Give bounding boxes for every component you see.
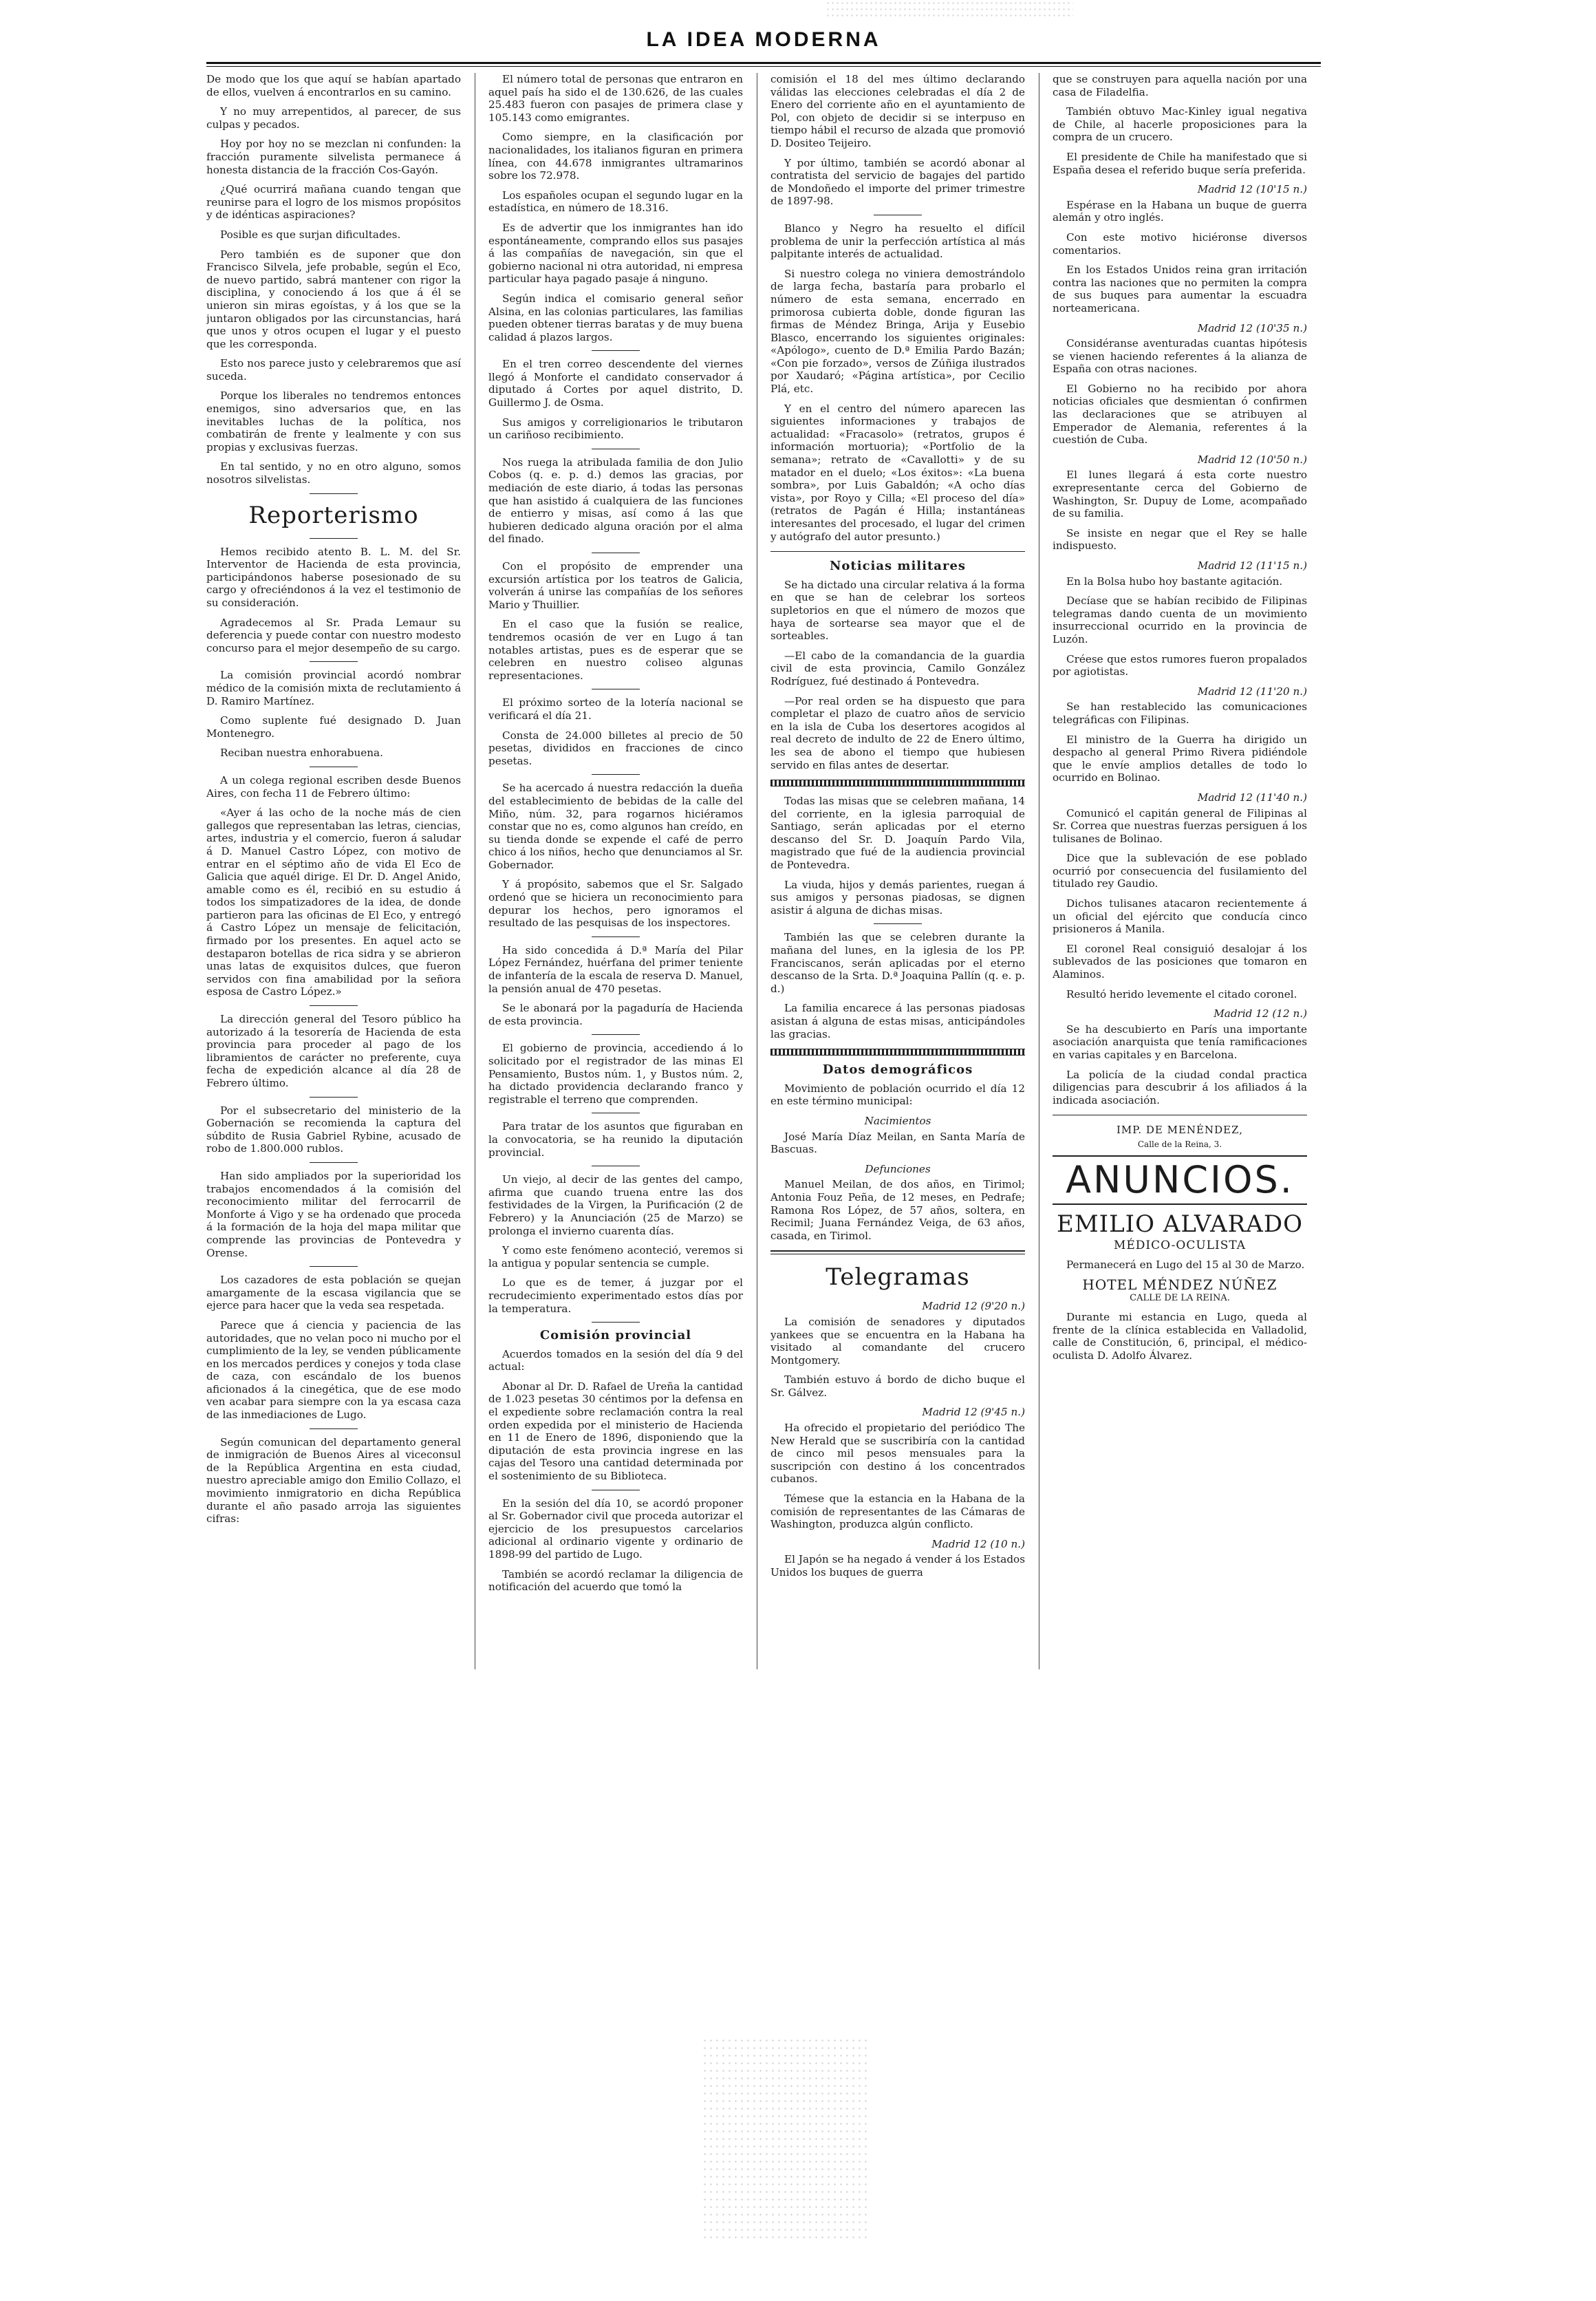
paragraph: El coronel Real consiguió desalojar á los sublevados de las posiciones que tomaron en Alaminos.: [1053, 942, 1307, 981]
separator: [592, 1322, 640, 1323]
section-title-reporterismo: Reporterismo: [248, 501, 419, 529]
paragraph: Durante mi estancia en Lugo, queda al frente de la clínica establecida en Valladolid, calle de Constitución, 6, principal, el médico-oculista D. Adolfo Álvarez.: [1053, 1310, 1307, 1362]
paragraph: ¿Qué ocurrirá mañana cuando tengan que reunirse para el logro de los mismos propósitos y de idénticas aspiraciones?: [206, 183, 461, 222]
paragraph: Nos ruega la atribulada familia de don Julio Cobos (q. e. p. d.) demos las gracias, por mediación de este diario, á todas las personas que han asistido á cualquiera de las funciones de entierro y misas, así como á las que hubieren dedicado alguna oración por el alma del finado.: [488, 456, 743, 546]
paragraph: También las que se celebren durante la mañana del lunes, en la iglesia de los PP. Franciscanos, serán aplicadas por el eterno descanso de la Srta. D.ª Joaquina Pallín (q. e. p. d.): [770, 931, 1025, 995]
paragraph: Y por último, también se acordó abonar al contratista del servicio de bagajes del partido de Mondoñedo el importe del primer trimestre de 1897-98.: [770, 156, 1025, 208]
paragraph: El ministro de la Guerra ha dirigido un despacho al general Primo Rivera pidiéndole que le envíe amplios detalles de todo lo ocurrido en Bolinao.: [1053, 733, 1307, 784]
masthead-title: LA IDEA MODERNA: [646, 28, 881, 51]
telegram-dateline: Madrid 12 (10 n.): [931, 1537, 1025, 1550]
section-title-telegramas: Telegramas: [826, 1263, 970, 1292]
paragraph: Créese que estos rumores fueron propalados por agiotistas.: [1053, 652, 1307, 678]
paragraph: Los cazadores de esta población se quejan amargamente de la escasa vigilancia que se ejerce para hacer que la veda sea respetada.: [206, 1274, 461, 1312]
paragraph: comisión el 18 del mes último declarando válidas las elecciones celebradas el día 2 de Enero del corriente año en el ayuntamiento de Pol, con objeto de decidir si se interpuso en tiempo hábil el recurso de alzada que promovió D. Dositeo Teijeiro.: [770, 73, 1025, 149]
column-4: [1053, 73, 1307, 1711]
paragraph: Espérase en la Habana un buque de guerra alemán y otro inglés.: [1053, 198, 1307, 224]
paragraph: Se ha dictado una circular relativa á la forma en que se han de celebrar los sorteos supletorios en que el número de mozos que haya de sortearse sea mayor que el de sorteables.: [770, 578, 1025, 643]
ornamental-rule: [770, 1049, 1025, 1056]
telegram-dateline: Madrid 12 (10'15 n.): [1197, 183, 1307, 196]
subheading-nacimientos: Nacimientos: [864, 1114, 931, 1127]
paragraph: A un colega regional escriben desde Buenos Aires, con fecha 11 de Febrero último:: [206, 773, 461, 800]
separator: [592, 1034, 640, 1035]
separator: [592, 350, 640, 351]
section-title-comision-provincial: Comisión provincial: [539, 1328, 692, 1343]
paragraph: Se ha acercado á nuestra redacción la dueña del establecimiento de bebidas de la calle del Miño, núm. 32, para rogarnos hiciéramos constar que no es, como algunos han creído, en su tienda donde se expende el café de perro chico á los niños, hecho que denunciamos al Sr. Gobernador.: [488, 782, 743, 871]
paragraph: El Japón se ha negado á vender á los Estados Unidos los buques de guerra: [770, 1553, 1025, 1578]
paragraph: «Ayer á las ocho de la noche más de cien gallegos que representaban las letras, ciencias, artes, industria y el comercio, fueron á saludar á D. Manuel Castro López, con motivo de entrar en el séptimo año de vida El Eco de Galicia que aquél dirige. El Dr. D. Angel Anido, amable como es él, recibió en su estudio á todos los simpatizadores de la idea, de donde partieron para las oficinas de El Eco, y entregó á Castro López un mensaje de felicitación, firmado por los presentes. En aquel acto se destaparon botellas de rica sidra y se abrieron unas latas de exquisitos dulces, que fueron servidos con fina amabilidad por la señora esposa de Castro López.»: [206, 806, 461, 998]
separator: [310, 661, 358, 662]
paragraph: Como siempre, en la clasificación por nacionalidades, los italianos figuran en primera línea, con 44.678 inmigrantes ultramarinos sobre los 72.978.: [488, 131, 743, 182]
separator: [310, 1097, 358, 1098]
print-speckle-top: [826, 0, 1073, 19]
paragraph: De modo que los que aquí se habían apartado de ellos, vuelven á encontrarlos en su camino.: [206, 73, 461, 98]
ad-doctor-name: EMILIO ALVARADO: [1057, 1210, 1303, 1238]
paragraph: También se acordó reclamar la diligencia de notificación del acuerdo que tomó la: [488, 1567, 743, 1594]
paragraph: Comunicó el capitán general de Filipinas al Sr. Correa que nuestras fuerzas persiguen á los tulisanes de Bolinao.: [1053, 806, 1307, 845]
paragraph: La comisión de senadores y diputados yankees que se encuentra en la Habana ha visitado al comandante del crucero Montgomery.: [770, 1315, 1025, 1367]
separator: [310, 1162, 358, 1163]
separator: [770, 551, 1025, 552]
paragraph: Todas las misas que se celebren mañana, 14 del corriente, en la iglesia parroquial de Santiago, serán aplicadas por el eterno descanso del Sr. D. Joaquín Pardo Vila, magistrado que fué de la audiencia provincial de Pontevedra.: [770, 795, 1025, 872]
paragraph: Ha ofrecido el propietario del periódico The New Herald que se suscribiría con la cantidad de cinco mil pesos mensuales para la suscripción con destino á los concentrados cubanos.: [770, 1422, 1025, 1486]
paragraph: Y en el centro del número aparecen las siguientes informaciones y trabajos de actualidad: «Fracasolo» (retratos, grupos é información mortuoria); «Portfolio de la semana»; retrato de «Cavallotti» y de su matador en el duelo; «Los éxitos»: «La buena sombra», por Luis Gabaldón; «A ocho días vista», por Royo y Cilla; «El proceso del día» (retratos de Pagán é Hilla; instantáneas interesantes del procesado, el lugar del crimen y autógrafo del autor presunto.): [770, 402, 1025, 543]
separator: [310, 1266, 358, 1267]
column-2: [488, 73, 743, 1711]
paragraph: Un viejo, al decir de las gentes del campo, afirma que cuando truena entre las dos festividades de la Virgen, la Purificación (2 de Febrero) y la Anunciación (25 de Marzo) se prolonga el invierno cuarenta días.: [488, 1173, 743, 1237]
paragraph: Por el subsecretario del ministerio de la Gobernación se recomienda la captura del súbdito de Rusia Gabriel Rybine, acusado de robo de 1.800.000 rublos.: [206, 1104, 461, 1155]
paragraph: Los españoles ocupan el segundo lugar en la estadística, en número de 18.316.: [488, 189, 743, 215]
ad-profession: MÉDICO-OCULISTA: [1113, 1238, 1247, 1252]
paragraph: El número total de personas que entraron en aquel país ha sido el de 130.626, de las cuales 25.483 fueron con pasajes de primera clase y 105.143 como emigrantes.: [488, 73, 743, 124]
paragraph: Hemos recibido atento B. L. M. del Sr. Interventor de Hacienda de esta provincia, participándonos haberse posesionado de su cargo y ofreciéndonos á la vez el testimonio de su consideración.: [206, 545, 461, 609]
paragraph: En el tren correo descendente del viernes llegó á Monforte el candidato conservador á diputado á Cortes por aquel distrito, D. Guillermo J. de Osma.: [488, 358, 743, 409]
paragraph: José María Díaz Meilan, en Santa María de Bascuas.: [770, 1130, 1025, 1156]
separator: [310, 538, 358, 539]
paragraph: Acuerdos tomados en la sesión del día 9 del actual:: [488, 1347, 743, 1373]
paragraph: La policía de la ciudad condal practica diligencias para descubrir á los afiliados á la indicada asociación.: [1053, 1068, 1307, 1106]
paragraph: Según indica el comisario general señor Alsina, en las colonias particulares, las familias pueden obtener tierras baratas y de muy buena calidad á plazos largos.: [488, 292, 743, 343]
telegram-dateline: Madrid 12 (11'40 n.): [1197, 791, 1307, 804]
paragraph: En tal sentido, y no en otro alguno, somos nosotros silvelistas.: [206, 460, 461, 486]
newspaper-page: [206, 21, 1321, 1741]
paragraph: Lo que es de temer, á juzgar por el recrudecimiento experimentado estos días por la temperatura.: [488, 1276, 743, 1315]
paragraph: Dichos tulisanes atacaron recientemente á un oficial del ejército que conducía cinco prisioneros á Manila.: [1053, 897, 1307, 936]
paragraph: En la sesión del día 10, se acordó proponer al Sr. Gobernador civil que proceda autorizar el ejercicio de los presupuestos carcelarios adicional al ordinario vigente y ordinario de 1898-99 del partido de Lugo.: [488, 1497, 743, 1561]
paragraph: Esto nos parece justo y celebraremos que así suceda.: [206, 357, 461, 383]
telegram-dateline: Madrid 12 (11'20 n.): [1197, 685, 1307, 698]
paragraph: Se ha descubierto en París una importante asociación anarquista que tenía ramificaciones en varias capitales y en Barcelona.: [1053, 1023, 1307, 1061]
paragraph: Como suplente fué designado D. Juan Montenegro.: [206, 714, 461, 740]
ornamental-rule: [770, 780, 1025, 786]
column-3: [770, 73, 1025, 1711]
separator: [310, 1005, 358, 1006]
imprint-printer: IMP. DE MENÉNDEZ,: [1116, 1124, 1244, 1137]
paragraph: Posible es que surjan dificultades.: [220, 228, 401, 241]
paragraph: Porque los liberales no tendremos entonces enemigos, sino adversarios que, en las inevitables luchas de la política, nos combatirán de frente y lealmente y con sus propias y exclusivas fuerzas.: [206, 389, 461, 453]
paragraph: Dice que la sublevación de ese poblado ocurrió por consecuencia del fusilamiento del titulado rey Gaudio.: [1053, 852, 1307, 890]
paragraph: Pero también es de suponer que don Francisco Silvela, jefe probable, según el Eco, de nuevo partido, sabrá mantener con rigor la disciplina, y conociendo á los que á él se unieron sin miras egoístas, y á los que se la juntaron obligados por las circunstancias, hará que unos y otros ocupen el lugar y el puesto que les corresponda.: [206, 248, 461, 350]
paragraph: Manuel Meilan, de dos años, en Tirimol; Antonia Fouz Peña, de 12 meses, en Pedrafe; Ramona Ros López, de 57 años, soltera, en Recimil; Juana Fernández Veiga, de 63 años, casada, en Tirimol.: [770, 1178, 1025, 1242]
paragraph: En el caso que la fusión se realice, tendremos ocasión de ver en Lugo á tan notables artistas, pues es de esperar que se celebren en nuestro coliseo algunas representaciones.: [488, 618, 743, 682]
paragraph: Hoy por hoy no se mezclan ni confunden: la fracción puramente silvelista permanece á honesta distancia de la fracción Cos-Gayón.: [206, 138, 461, 176]
paragraph: El gobierno de provincia, accediendo á lo solicitado por el registrador de las minas El Pensamiento, Bustos núm. 1, y Bustos núm. 2, ha dictado providencia declarando franco y registrable el terreno que comprenden.: [488, 1042, 743, 1106]
paragraph: Ha sido concedida á D.ª María del Pilar López Fernández, huérfana del primer teniente de infantería de la escala de reserva D. Manuel, la pensión anual de 470 pesetas.: [488, 943, 743, 995]
paragraph: Decíase que se habían recibido de Filipinas telegramas dando cuenta de un movimiento insurreccional ocurrido en la provincia de Luzón.: [1053, 595, 1307, 645]
paragraph: Se han restablecido las comunicaciones telegráficas con Filipinas.: [1053, 700, 1307, 726]
paragraph: En los Estados Unidos reina gran irritación contra las naciones que no permiten la compra de sus buques para aumentar la escuadra norteamericana.: [1053, 264, 1307, 314]
telegram-dateline: Madrid 12 (9'20 n.): [922, 1300, 1025, 1313]
paragraph: Y no muy arrepentidos, al parecer, de sus culpas y pecados.: [206, 105, 461, 131]
paragraph: que se construyen para aquella nación por una casa de Filadelfia.: [1053, 73, 1307, 98]
paragraph: El lunes llegará á esta corte nuestro exrepresentante cerca del Gobierno de Washington, Sr. Dupuy de Lome, acompañado de su familia.: [1053, 469, 1307, 520]
paragraph: Permanecerá en Lugo del 15 al 30 de Marzo.: [1066, 1259, 1305, 1272]
paragraph: Sus amigos y correligionarios le tributaron un cariñoso recibimiento.: [488, 416, 743, 442]
telegram-dateline: Madrid 12 (9'45 n.): [922, 1406, 1025, 1419]
paragraph: Y á propósito, sabemos que el Sr. Salgado ordenó que se hiciera un reconocimiento para depurar los hechos, pero ignoramos el resultado de las pesquisas de los inspectores.: [488, 878, 743, 930]
telegram-dateline: Madrid 12 (10'35 n.): [1197, 321, 1307, 334]
paragraph: Blanco y Negro ha resuelto el difícil problema de unir la perfección artística al más palpitante interés de actualidad.: [770, 222, 1025, 261]
paragraph: Consta de 24.000 billetes al precio de 50 pesetas, divididos en fracciones de cinco pesetas.: [488, 729, 743, 767]
paragraph: Abonar al Dr. D. Rafael de Ureña la cantidad de 1.023 pesetas 30 céntimos por la defensa en el expediente sobre reclamación contra la real orden expedida por el ministerio de Hacienda en 11 de Enero de 1896, disponiendo que la diputación de esta provincia ingrese en las cajas del Tesoro una cantidad determinada por el sostenimiento de su Biblioteca.: [488, 1380, 743, 1483]
paragraph: Es de advertir que los inmigrantes han ido espontáneamente, comprando ellos sus pasajes á las compañías de navegación, sin que el gobierno nacional ni otra autoridad, ni empresa particular haya pagado pasaje á ninguno.: [488, 221, 743, 286]
paragraph: En la Bolsa hubo hoy bastante agitación.: [1066, 575, 1283, 588]
paragraph: Con este motivo hiciéronse diversos comentarios.: [1053, 231, 1307, 257]
paragraph: Se le abonará por la pagaduría de Hacienda de esta provincia.: [488, 1002, 743, 1027]
paragraph: La familia encarece á las personas piadosas asistan á alguna de estas misas, anticipándoles las gracias.: [770, 1002, 1025, 1040]
paragraph: Movimiento de población ocurrido el día 12 en este término municipal:: [770, 1082, 1025, 1108]
paragraph: Considéranse aventuradas cuantas hipótesis se vienen haciendo referentes á la alianza de España con otras naciones.: [1053, 337, 1307, 376]
paragraph: Parece que á ciencia y paciencia de las autoridades, que no velan poco ni mucho por el cumplimiento de la ley, se venden públicamente en los mercados perdices y conejos y toda clase de caza, con escándalo de los buenos aficionados á la cinegética, que de ese modo ven acabar para siempre con la ya escasa caza de las inmediaciones de Lugo.: [206, 1318, 461, 1422]
separator: [310, 493, 358, 494]
paragraph: Reciban nuestra enhorabuena.: [220, 747, 383, 760]
column-1: [206, 73, 461, 1711]
ad-hotel-street: CALLE DE LA REINA.: [1130, 1293, 1230, 1304]
section-title-noticias-militares: Noticias militares: [829, 559, 967, 574]
paragraph: El próximo sorteo de la lotería nacional se verificará el día 21.: [488, 696, 743, 722]
print-speckle-bottom: [702, 2037, 867, 2243]
separator: [592, 774, 640, 775]
paragraph: También estuvo á bordo de dicho buque el Sr. Gálvez.: [770, 1373, 1025, 1399]
telegram-dateline: Madrid 12 (12 n.): [1214, 1007, 1307, 1020]
paragraph: La comisión provincial acordó nombrar médico de la comisión mixta de reclutamiento á D. Ramiro Martínez.: [206, 669, 461, 707]
telegram-dateline: Madrid 12 (11'15 n.): [1197, 559, 1307, 572]
paragraph: Con el propósito de emprender una excursión artística por los teatros de Galicia, volverán á unirse las compañías de los señores Mario y Thuillier.: [488, 560, 743, 611]
separator: [874, 923, 922, 924]
paragraph: Para tratar de los asuntos que figuraban en la convocatoria, se ha reunido la diputación provincial.: [488, 1120, 743, 1159]
paragraph: También obtuvo Mac-Kinley igual negativa de Chile, al hacerle proposiciones para la compra de un crucero.: [1053, 105, 1307, 144]
paragraph: El presidente de Chile ha manifestado que si España desea el referido buque sería preferida.: [1053, 150, 1307, 176]
telegram-dateline: Madrid 12 (10'50 n.): [1197, 453, 1307, 466]
separator: [770, 1250, 1025, 1254]
paragraph: —El cabo de la comandancia de la guardia civil de esta provincia, Camilo González Rodríguez, fué destinado á Pontevedra.: [770, 649, 1025, 687]
separator: [310, 1428, 358, 1429]
paragraph: Han sido ampliados por la superioridad los trabajos encomendados á la comisión del reconocimiento militar del ferrocarril de Monforte á Vigo y se ha ordenado que proceda á la formación de la hoja del mapa militar que comprende las provincias de Pontevedra y Orense.: [206, 1169, 461, 1259]
paragraph: Según comunican del departamento general de inmigración de Buenos Aires al viceconsul de la República Argentina en esta ciudad, nuestro apreciable amigo don Emilio Collazo, el movimiento inmigratorio en dicha República durante el año pasado arroja las siguientes cifras:: [206, 1435, 461, 1526]
paragraph: Si nuestro colega no viniera demostrándolo de larga fecha, bastaría para probarlo el número de esta semana, encerrado en primorosa cubierta doble, donde figuran las firmas de Méndez Bringa, Arija y Eusebio Blasco, encerrando los siguientes originales: «Apólogo», cuento de D.ª Emilia Pardo Bazán; «Con pie forzado», versos de Zúñiga ilustrados por Xaudaró; «Página artística», por Cecilio Plá, etc.: [770, 267, 1025, 396]
paragraph: Agradecemos al Sr. Prada Lemaur su deferencia y puede contar con nuestro modesto concurso para el mejor desempeño de su cargo.: [206, 616, 461, 654]
paragraph: La dirección general del Tesoro público ha autorizado á la tesorería de Hacienda de esta provincia para proceder al pago de los libramientos de carácter no preferente, cuya fecha de expedición alcance al día 28 de Febrero último.: [206, 1013, 461, 1089]
paragraph: Resultó herido levemente el citado coronel.: [1066, 987, 1297, 1000]
imprint-address: Calle de la Reina, 3.: [1137, 1139, 1222, 1149]
paragraph: —Por real orden se ha dispuesto que para completar el plazo de cuatro años de servicio en la isla de Cuba los desertores acogidos al real decreto de indulto de 22 de Enero último, les sea de abono el tiempo que hubiesen servido en filas antes de desertar.: [770, 694, 1025, 771]
paragraph: Se insiste en negar que el Rey se halle indispuesto.: [1053, 526, 1307, 553]
paragraph: La viuda, hijos y demás parientes, ruegan á sus amigos y personas piadosas, se dignen asistir á alguna de dichas misas.: [770, 878, 1025, 917]
subheading-defunciones: Defunciones: [865, 1162, 931, 1175]
ad-hotel-name: HOTEL MÉNDEZ NÚÑEZ: [1082, 1276, 1277, 1293]
paragraph: Y como este fenómeno aconteció, veremos si la antigua y popular sentencia se cumple.: [488, 1244, 743, 1270]
masthead-rule: [206, 62, 1321, 67]
paragraph: El Gobierno no ha recibido por ahora noticias oficiales que desmientan ó confirmen las declaraciones que se atribuyen al Emperador de Alemania, referentes á la cuestión de Cuba.: [1053, 382, 1307, 447]
paragraph: Témese que la estancia en la Habana de la comisión de representantes de las Cámaras de Washington, produzca algún conflicto.: [770, 1492, 1025, 1531]
advertisements-heading: ANUNCIOS.: [1053, 1155, 1307, 1205]
section-title-datos-demograficos: Datos demográficos: [822, 1062, 973, 1078]
